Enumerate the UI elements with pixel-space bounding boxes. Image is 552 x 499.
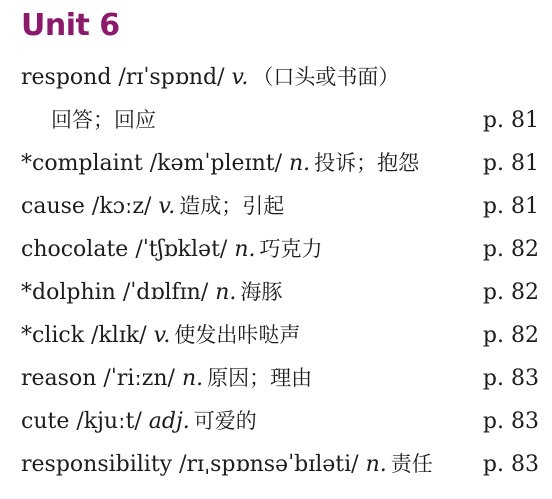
phonetic: /ˈtʃɒklət/ [135, 237, 228, 262]
word: respond [21, 65, 112, 90]
vocab-entry [21, 271, 282, 314]
vocab-row-cause [21, 185, 539, 228]
meaning: 使发出咔哒声 [174, 323, 301, 347]
vocab-row-respond-continuation [21, 99, 539, 142]
part-of-speech: n. [365, 452, 387, 477]
vocab-row-respond [21, 56, 539, 99]
phonetic: /kjuːt/ [76, 409, 142, 434]
vocab-row-cute [21, 400, 539, 443]
part-of-speech: adj. [148, 409, 190, 434]
vocab-entry [21, 142, 419, 185]
meaning: 海豚 [240, 280, 283, 304]
phonetic: /kɔːz/ [91, 194, 152, 219]
page-reference: p. 83 [482, 409, 539, 434]
phonetic: /ˈdɒlfɪn/ [122, 280, 209, 305]
part-of-speech: v. [153, 323, 171, 348]
vocab-row-chocolate [21, 228, 539, 271]
word: chocolate [21, 237, 129, 262]
meaning: 可爱的 [193, 409, 257, 433]
word: reason [21, 366, 97, 391]
vocab-row-reason [21, 357, 539, 400]
part-of-speech: n. [289, 151, 311, 176]
part-of-speech: v. [231, 65, 249, 90]
phonetic: /ˈriːzn/ [103, 366, 175, 391]
part-of-speech: v. [158, 194, 176, 219]
page-reference: p. 83 [482, 366, 539, 391]
vocab-entry [21, 228, 323, 271]
part-of-speech: n. [181, 366, 204, 391]
vocabulary-list [21, 56, 539, 486]
vocab-row-complaint [21, 142, 539, 185]
word: *dolphin [21, 280, 116, 305]
phonetic: /rɪˈspɒnd/ [118, 65, 225, 90]
vocab-entry [21, 185, 284, 228]
page-reference: p. 81 [482, 194, 539, 219]
vocab-row-responsibility [21, 443, 539, 486]
page-reference: p. 82 [482, 280, 539, 305]
vocab-entry [21, 56, 399, 99]
word: *click [21, 323, 85, 348]
unit-title: Unit 6 [21, 8, 120, 43]
vocab-entry [21, 314, 300, 357]
meaning: 责任 [390, 452, 433, 476]
page-reference: p. 82 [482, 237, 539, 262]
page-reference: p. 81 [482, 108, 539, 133]
word: *complaint [21, 151, 143, 176]
page-reference: p. 81 [482, 151, 539, 176]
vocab-row-dolphin [21, 271, 539, 314]
meaning: 造成；引起 [179, 194, 285, 218]
phonetic: /klɪk/ [91, 323, 147, 348]
meaning: （口头或书面） [252, 65, 400, 89]
phonetic: /kəmˈpleɪnt/ [149, 151, 282, 176]
meaning: 投诉；抱怨 [314, 151, 420, 175]
part-of-speech: n. [234, 237, 256, 262]
vocab-entry [21, 443, 433, 486]
word: responsibility [21, 452, 173, 477]
meaning: 巧克力 [259, 237, 323, 261]
part-of-speech: n. [215, 280, 237, 305]
word: cause [21, 194, 85, 219]
vocab-entry [21, 400, 257, 443]
page-reference: p. 83 [482, 452, 539, 477]
page-reference: p. 82 [482, 323, 539, 348]
vocab-row-click [21, 314, 539, 357]
meaning: 原因；理由 [207, 366, 313, 390]
vocab-entry [21, 357, 312, 400]
word: cute [21, 409, 70, 434]
meaning-continuation: 回答；回应 [51, 108, 156, 132]
phonetic: /rɪˌspɒnsəˈbɪləti/ [179, 452, 359, 477]
